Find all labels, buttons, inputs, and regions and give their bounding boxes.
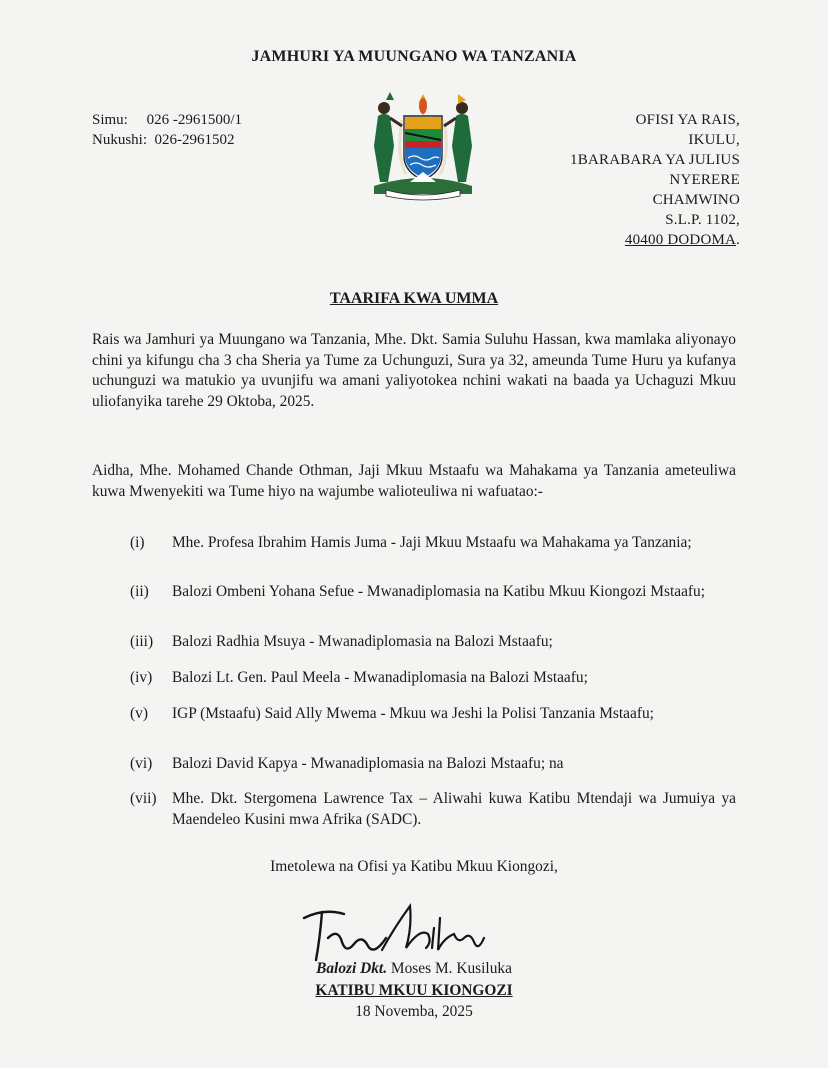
list-item-text: IGP (Mstaafu) Said Ally Mwema - Mkuu wa Jeshi la Polisi Tanzania Mstaafu;	[172, 705, 654, 722]
list-item-text: Mhe. Dkt. Stergomena Lawrence Tax – Aliwahi kuwa Katibu Mtendaji wa Jumuiya ya Maendeleo Kusini mwa Afrika (SADC).	[172, 790, 736, 828]
closing-line: Imetolewa na Ofisi ya Katibu Mkuu Kiongozi,	[270, 858, 558, 875]
address-end-punct: .	[736, 232, 740, 248]
signatory-name-text: Moses M. Kusiluka	[390, 960, 512, 977]
fax-row	[92, 130, 242, 150]
phone-value: 026 -2961500/1	[146, 112, 243, 128]
notice-title: TAARIFA KWA UMMA	[329, 290, 499, 307]
address-line: S.L.P. 1102,	[665, 212, 740, 228]
fax-label: Nukushi:	[92, 132, 148, 148]
paragraph-commission: Rais wa Jamhuri ya Muungano wa Tanzania, Mhe. Dkt. Samia Suluhu Hassan, kwa mamlaka aliyonayo chini ya kifungu cha 3 cha Sheria ya Tume za Uchunguzi, Sura ya 32, ameunda Tume Huru ya kufanya uchunguzi wa matukio ya uvunjifu wa amani yaliyotokea nchini wakati na baada ya Uchaguzi Mkuu uliofanyika tarehe 29 Oktoba, 2025.	[92, 331, 736, 410]
address-line	[570, 230, 740, 250]
signatory-role: KATIBU MKUU KIONGOZI	[315, 982, 513, 999]
paragraph-chairperson: Aidha, Mhe. Mohamed Chande Othman, Jaji Mkuu Mstaafu wa Mahakama ya Tanzania ameteuliwa kuwa Mwenyekiti wa Tume hiyo na wajumbe walioteuliwa ni wafuatao:-	[92, 462, 736, 500]
list-item-text: Balozi Ombeni Yohana Sefue - Mwanadiplomasia na Katibu Mkuu Kiongozi Mstaafu;	[172, 583, 706, 600]
signatory-name	[0, 960, 828, 978]
list-item-number: (i)	[130, 534, 145, 551]
issue-date: 18 Novemba, 2025	[355, 1003, 473, 1020]
address-line: NYERERE	[669, 172, 740, 188]
list-item-number: (vi)	[130, 755, 153, 772]
signatory-title: Balozi Dkt.	[316, 960, 388, 977]
republic-title: JAMHURI YA MUUNGANO WA TANZANIA	[251, 48, 577, 65]
list-item-number: (v)	[130, 705, 148, 722]
address-line: 1BARABARA YA JULIUS	[570, 152, 740, 168]
office-address	[570, 110, 740, 250]
phone-label: Simu:	[92, 112, 128, 128]
list-item-text: Balozi Lt. Gen. Paul Meela - Mwanadiplomasia na Balozi Mstaafu;	[172, 669, 588, 686]
coat-of-arms-emblem	[366, 86, 480, 202]
handwritten-signature	[294, 898, 494, 968]
list-item-number: (ii)	[130, 583, 149, 600]
list-item-number: (iv)	[130, 669, 153, 686]
address-line: OFISI YA RAIS,	[635, 112, 740, 128]
list-item-number: (vii)	[130, 790, 157, 807]
list-item-text: Balozi David Kapya - Mwanadiplomasia na Balozi Mstaafu; na	[172, 755, 564, 772]
address-line: CHAMWINO	[652, 192, 740, 208]
list-item-text: Balozi Radhia Msuya - Mwanadiplomasia na Balozi Mstaafu;	[172, 633, 553, 650]
postal-city: 40400 DODOMA	[624, 232, 737, 248]
list-item-number: (iii)	[130, 633, 154, 650]
fax-value: 026-2961502	[154, 132, 235, 148]
address-line: IKULU,	[688, 132, 740, 148]
phone-row	[92, 110, 242, 130]
list-item-text: Mhe. Profesa Ibrahim Hamis Juma - Jaji Mkuu Mstaafu wa Mahakama ya Tanzania;	[172, 534, 692, 551]
contact-block	[92, 110, 242, 150]
